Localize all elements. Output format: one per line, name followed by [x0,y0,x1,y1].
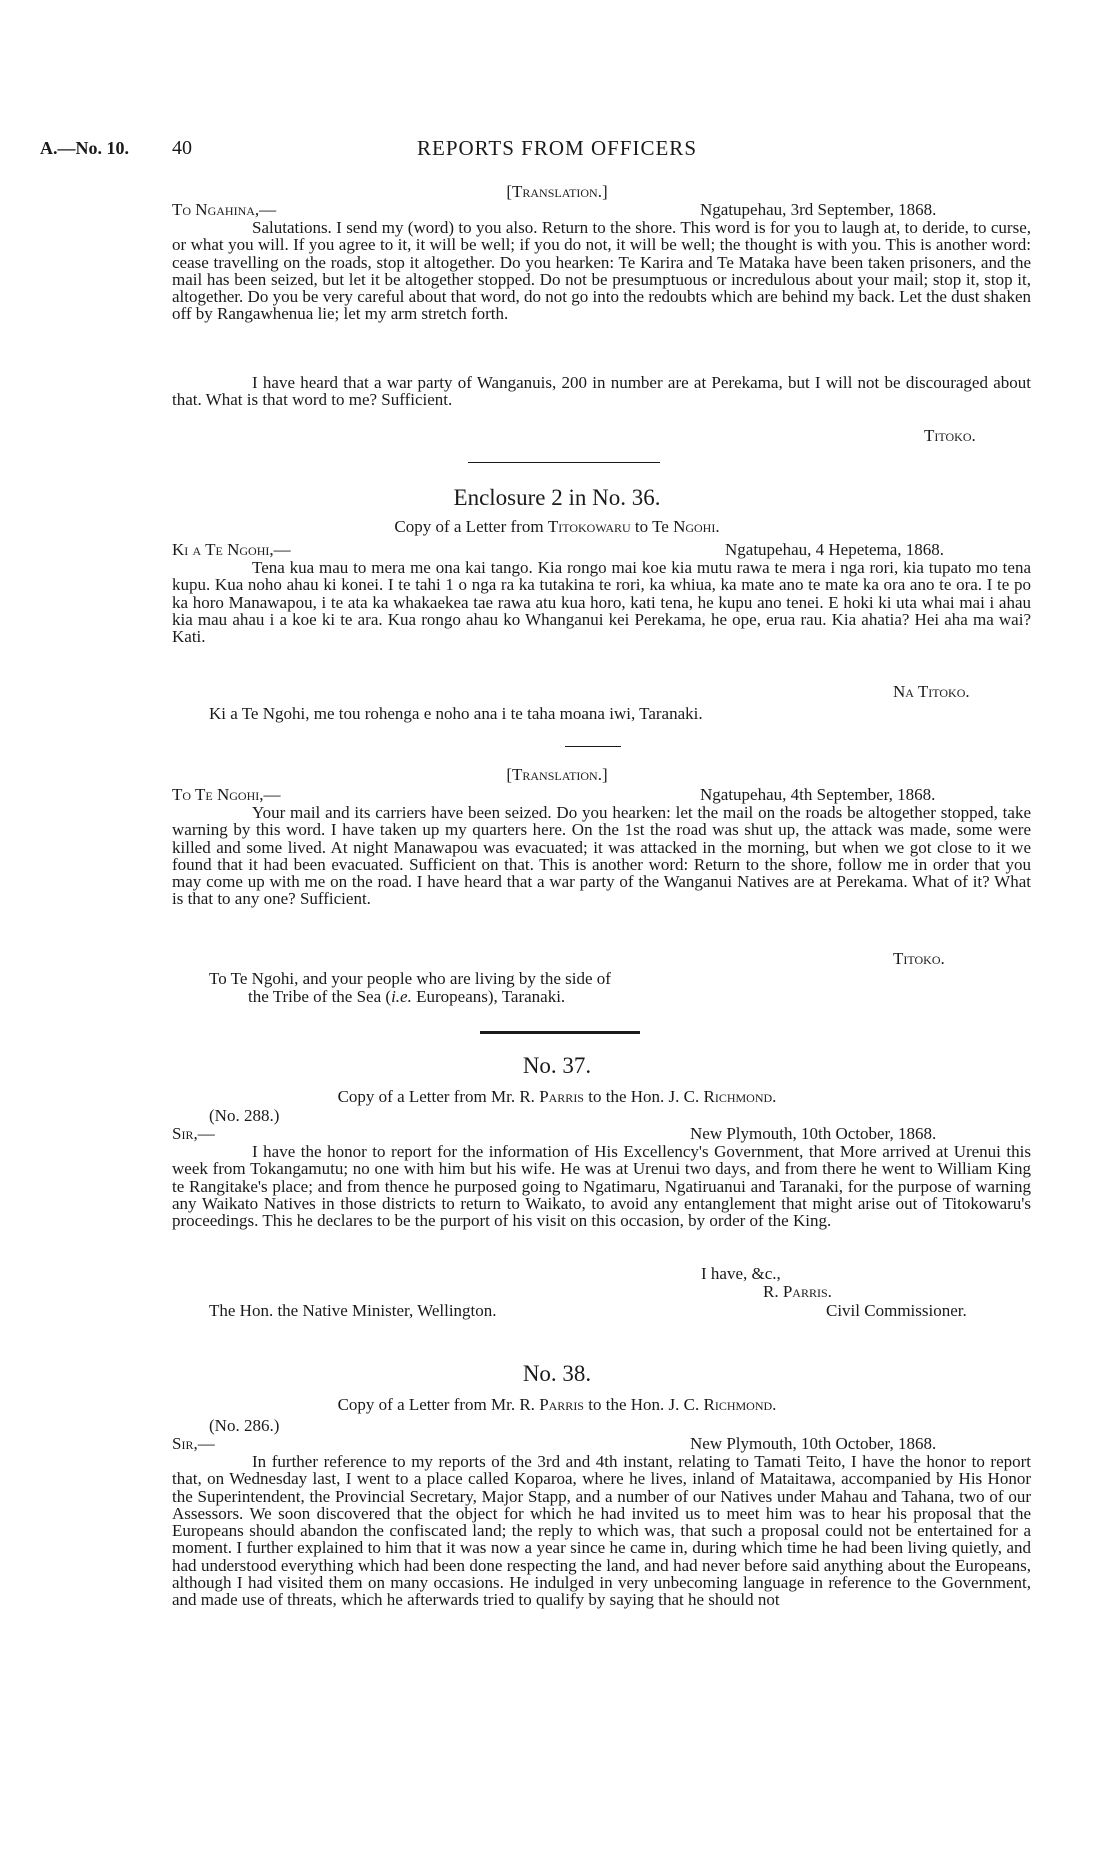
letter-dateline: New Plymouth, 10th October, 1868. [690,1434,937,1453]
letter-addressee: To Ngahina,— [172,200,277,219]
letter-closing: I have, &c., [701,1264,781,1283]
letter-signer-role: Civil Commissioner. [826,1301,967,1320]
letter-salutation: Sir,— [172,1124,215,1143]
letter-heading: No. 38. [522,1361,592,1386]
letter-signature: Titoko. [893,949,945,968]
letter-number: (No. 288.) [209,1106,280,1125]
translation-label: [Translation.] [506,182,608,201]
running-title: REPORTS FROM OFFICERS [417,136,697,160]
enclosure-heading: Enclosure 2 in No. 36. [453,485,661,510]
letter-dateline: New Plymouth, 10th October, 1868. [690,1124,937,1143]
letter-subtitle: Copy of a Letter from Mr. R. Parris to the Hon. J. C. Richmond. [337,1087,777,1106]
letter-heading: No. 37. [522,1053,592,1078]
letter-dateline: Ngatupehau, 4 Hepetema, 1868. [725,540,945,559]
letter-paragraph: I have heard that a war party of Wanganuis, 200 in number are at Perekama, but I will not be discouraged about that. What is that word to me? Sufficient. [172,373,1031,410]
letter-signature: Titoko. [924,426,976,445]
letter-address: Ki a Te Ngohi, me tou rohenga e noho ana i te taha moana iwi, Taranaki. [209,704,703,723]
letter-addressee: Ki a Te Ngohi,— [172,540,291,559]
page-number: 40 [172,137,192,159]
letter-address: To Te Ngohi, and your people who are living by the side of [209,969,611,988]
letter-paragraph: In further reference to my reports of the 3rd and 4th instant, relating to Tamati Teito, I have the honor to report that, on Wednesday last, I went to a place called Koparoa, where he lives, inland of Mataitawa, accompanied by His Honor the Superintendent, the Provincial Secretary, Major Stapp, and a number of our Natives under Mahau and Tahana, two of our Assessors. We soon discovered that the object for which he had invited us to meet him was to hear his proposal that the Europeans should abandon the confiscated land; the reply to which was, that such a proposal could not be entertained for a moment. I further explained to him that it was now a year since he came in, during which time he had been living quietly, and had understood everything which had been done respecting the land, and had never before said anything about the Europeans, although I had visited them on many occasions. He indulged in very unbecoming language in reference to the Government, and made use of threats, which he afterwards tried to qualify by saying that he should not [172,1452,1031,1610]
section-divider [565,746,621,747]
letter-paragraph: Your mail and its carriers have been seized. Do you hearken: let the mail on the roads be altogether stopped, take warning by this word. I have taken up my quarters here. On the 1st the road was shut up, the attack was made, some were killed and some lived. At night Manawapou was evacuated; it was attacked in the morning, but when we got close to it we found that it had been evacuated. Sufficient on that. This is another word: Return to the shore, follow me in order that you may come up with me on the road. I have heard that a war party of the Wanganui Natives are at Perekama. What of it? What is that to any one? Sufficient. [172,803,1031,909]
letter-subtitle: Copy of a Letter from Mr. R. Parris to the Hon. J. C. Richmond. [337,1395,777,1414]
letter-paragraph: Salutations. I send my (word) to you also. Return to the shore. This word is for you to laugh at, to deride, to curse, or what you will. If you agree to it, it will be well; if you do not, it will be well; the thought is with you. This is another word: cease travelling on the roads, stop it altogether. Do you hearken: Te Karira and Te Mataka have been taken prisoners, and the mail has been seized, but let it be altogether stopped. Do not be presumptuous or incredulous about your mail; stop it, stop it, altogether. Do you be very careful about that word, do not go into the redoubts which are behind my back. Let the dust shaken off by Rangawhenua lie; let my arm stretch forth. [172,218,1031,324]
letter-signer: R. Parris. [763,1282,832,1301]
section-divider [480,1031,640,1034]
letter-recipient: The Hon. the Native Minister, Wellington. [209,1301,497,1320]
letter-dateline: Ngatupehau, 3rd September, 1868. [700,200,937,219]
letter-salutation: Sir,— [172,1434,215,1453]
letter-paragraph: I have the honor to report for the information of His Excellency's Government, that More arrived at Urenui this week from Tokangamutu; no one with him but his wife. He was at Urenui two days, and from there he went to William King te Rangitake's place; and from thence he purposed going to Ngatimaru, Ngatiruanui and Taranaki, for the purpose of warning any Waikato Natives in those districts to return to Waikato, to avoid any entanglement that might arise out of Titokowaru's proceedings. This he declares to be the purport of his visit on this occasion, by order of the King. [172,1142,1031,1231]
translation-label: [Translation.] [506,765,608,784]
letter-number: (No. 286.) [209,1416,280,1435]
letter-dateline: Ngatupehau, 4th September, 1868. [700,785,936,804]
letter-paragraph: Tena kua mau to mera me ona kai tango. Kia rongo mai koe kia mutu rawa te mera i nga rori, kia tupato mo tena kupu. Kua noho ahau ki konei. I te tahi 1 o nga ra ka tutakina te rori, ka whiua, ka mate ano te mate ka ora ano te ora. I te po ka horo Manawapou, i te ata ka whakaekea tae rawa atu kua horo, kati tena, he kupu ano tenei. E hoki ki uta whai mai i ahau kia mau ahau i a koe ki te ara. Kua rongo ahau ko Whanganui kei Perekama, he ope, erua rau. Kia ahatia? Hei aha ma wai? Kati. [172,558,1031,647]
enclosure-subtitle: Copy of a Letter from Titokowaru to Te Ngohi. [394,517,720,536]
section-divider [468,462,660,463]
document-reference: A.—No. 10. [40,138,129,158]
letter-addressee: To Te Ngohi,— [172,785,281,804]
letter-address: the Tribe of the Sea (i.e. Europeans), Taranaki. [248,987,566,1006]
letter-signature: Na Titoko. [893,682,970,701]
